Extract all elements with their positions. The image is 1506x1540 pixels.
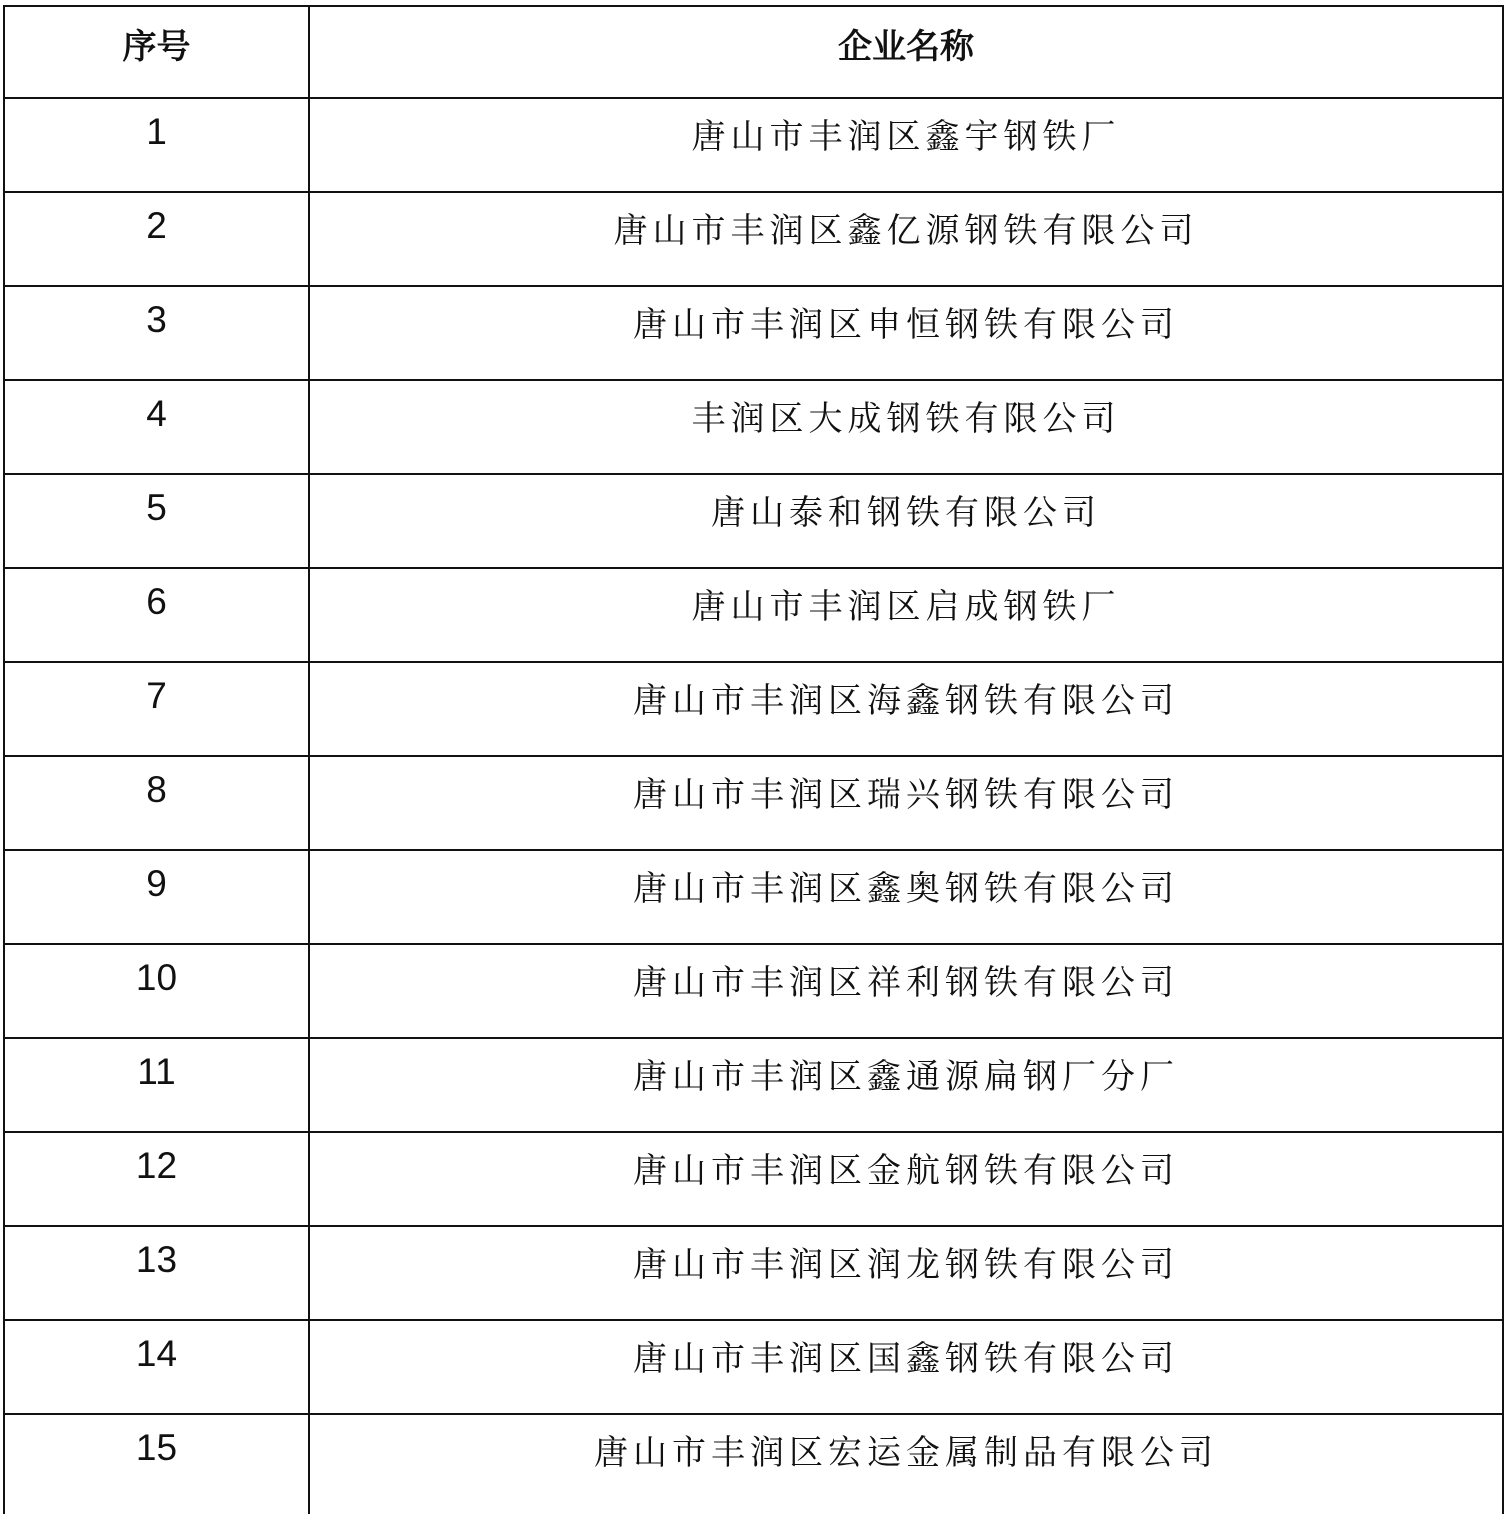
row-enterprise-name: 唐山市丰润区祥利钢铁有限公司 [309, 944, 1503, 1038]
row-serial-number: 8 [4, 756, 309, 850]
row-enterprise-name: 唐山市丰润区瑞兴钢铁有限公司 [309, 756, 1503, 850]
table-row [4, 1226, 1503, 1320]
table-row [4, 662, 1503, 756]
row-enterprise-name: 唐山市丰润区鑫通源扁钢厂分厂 [309, 1038, 1503, 1132]
table-row [4, 286, 1503, 380]
row-serial-number: 15 [4, 1414, 309, 1514]
table-row [4, 474, 1503, 568]
table-header-row [4, 6, 1503, 98]
row-enterprise-name: 唐山市丰润区金航钢铁有限公司 [309, 1132, 1503, 1226]
row-serial-number: 10 [4, 944, 309, 1038]
row-serial-number: 14 [4, 1320, 309, 1414]
row-serial-number: 11 [4, 1038, 309, 1132]
row-enterprise-name: 唐山市丰润区申恒钢铁有限公司 [309, 286, 1503, 380]
table-row [4, 568, 1503, 662]
table-row [4, 98, 1503, 192]
row-enterprise-name: 唐山市丰润区润龙钢铁有限公司 [309, 1226, 1503, 1320]
row-serial-number: 6 [4, 568, 309, 662]
table-row [4, 192, 1503, 286]
table-row [4, 850, 1503, 944]
row-enterprise-name: 唐山市丰润区鑫奥钢铁有限公司 [309, 850, 1503, 944]
table-row [4, 1414, 1503, 1514]
row-enterprise-name: 唐山市丰润区鑫亿源钢铁有限公司 [309, 192, 1503, 286]
row-enterprise-name: 唐山市丰润区国鑫钢铁有限公司 [309, 1320, 1503, 1414]
row-serial-number: 1 [4, 98, 309, 192]
row-serial-number: 4 [4, 380, 309, 474]
enterprise-table [3, 5, 1504, 1514]
row-serial-number: 3 [4, 286, 309, 380]
enterprise-table-container [3, 5, 1502, 1514]
row-enterprise-name: 唐山市丰润区宏运金属制品有限公司 [309, 1414, 1503, 1514]
row-enterprise-name: 唐山泰和钢铁有限公司 [309, 474, 1503, 568]
header-serial-number: 序号 [4, 6, 309, 98]
row-enterprise-name: 唐山市丰润区海鑫钢铁有限公司 [309, 662, 1503, 756]
table-row [4, 944, 1503, 1038]
row-enterprise-name: 唐山市丰润区启成钢铁厂 [309, 568, 1503, 662]
table-row [4, 1038, 1503, 1132]
row-serial-number: 2 [4, 192, 309, 286]
row-enterprise-name: 唐山市丰润区鑫宇钢铁厂 [309, 98, 1503, 192]
row-serial-number: 13 [4, 1226, 309, 1320]
row-serial-number: 5 [4, 474, 309, 568]
table-row [4, 756, 1503, 850]
row-serial-number: 7 [4, 662, 309, 756]
row-enterprise-name: 丰润区大成钢铁有限公司 [309, 380, 1503, 474]
table-row [4, 1132, 1503, 1226]
table-row [4, 380, 1503, 474]
row-serial-number: 12 [4, 1132, 309, 1226]
table-row [4, 1320, 1503, 1414]
row-serial-number: 9 [4, 850, 309, 944]
header-enterprise-name: 企业名称 [309, 6, 1503, 98]
